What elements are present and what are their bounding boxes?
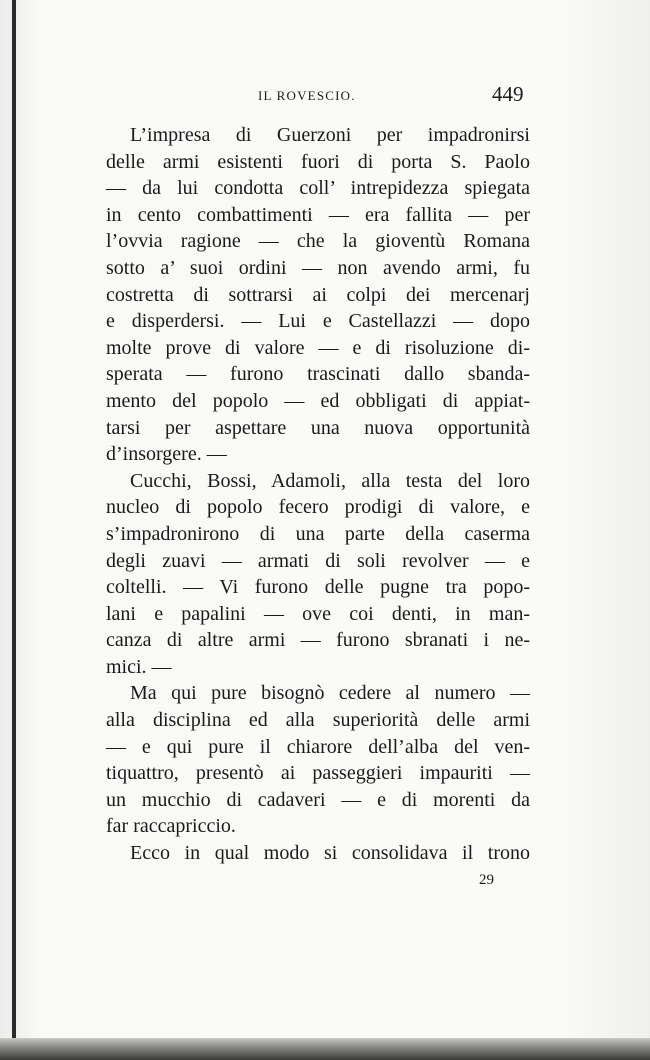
- text-line: nucleo di popolo fecero prodigi di valore, e: [106, 496, 530, 519]
- text-line: sotto a’ suoi ordini — non avendo armi, fu: [106, 256, 530, 279]
- text-line: Cucchi, Bossi, Adamoli, alla testa del loro: [130, 469, 530, 492]
- text-line: Ma qui pure bisognò cedere al numero —: [130, 682, 530, 705]
- binding-edge: [12, 0, 16, 1060]
- text-line: — da lui condotta coll’ intrepidezza spiegata: [106, 177, 530, 200]
- text-line: l’ovvia ragione — che la gioventù Romana: [106, 230, 530, 253]
- text-line: lani e papalini — ove coi denti, in man-: [106, 602, 530, 625]
- signature-mark: 29: [479, 872, 494, 888]
- text-line: mici. —: [106, 655, 172, 678]
- text-line: L’impresa di Guerzoni per impadronirsi: [130, 124, 530, 146]
- text-line: delle armi esistenti fuori di porta S. Paolo: [106, 150, 530, 173]
- running-title: IL ROVESCIO.: [258, 88, 356, 103]
- text-line: sperata — furono trascinati dallo sbanda-: [106, 363, 530, 386]
- text-line: un mucchio di cadaveri — e di morenti da: [106, 788, 530, 811]
- text-line: e disperdersi. — Lui e Castellazzi — dopo: [106, 310, 530, 333]
- text-line: tiquattro, presentò ai passeggieri impauriti —: [106, 762, 530, 785]
- page-number: 449: [492, 82, 524, 106]
- body-text: [106, 122, 530, 867]
- text-line: costretta di sottrarsi ai colpi dei mercenarj: [106, 283, 530, 306]
- text-line: d’insorgere. —: [106, 443, 227, 466]
- page-bottom-edge: [0, 1038, 650, 1060]
- text-line: in cento combattimenti — era fallita — per: [106, 203, 530, 226]
- text-line: — e qui pure il chiarore dell’alba del ven-: [106, 735, 530, 758]
- text-line: canza di altre armi — furono sbranati i ne-: [106, 629, 530, 652]
- text-line: degli zuavi — armati di soli revolver — e: [106, 549, 530, 572]
- text-line: Ecco in qual modo si consolidava il trono: [130, 842, 530, 865]
- text-line: tarsi per aspettare una nuova opportunità: [106, 416, 530, 439]
- text-line: mento del popolo — ed obbligati di appiat-: [106, 389, 530, 412]
- text-line: s’impadronirono di una parte della caserma: [106, 522, 530, 545]
- text-line: coltelli. — Vi furono delle pugne tra popo-: [106, 576, 530, 599]
- text-line: alla disciplina ed alla superiorità delle armi: [106, 709, 530, 732]
- text-line: molte prove di valore — e di risoluzione di-: [106, 336, 530, 359]
- text-line: far raccapriccio.: [106, 815, 236, 838]
